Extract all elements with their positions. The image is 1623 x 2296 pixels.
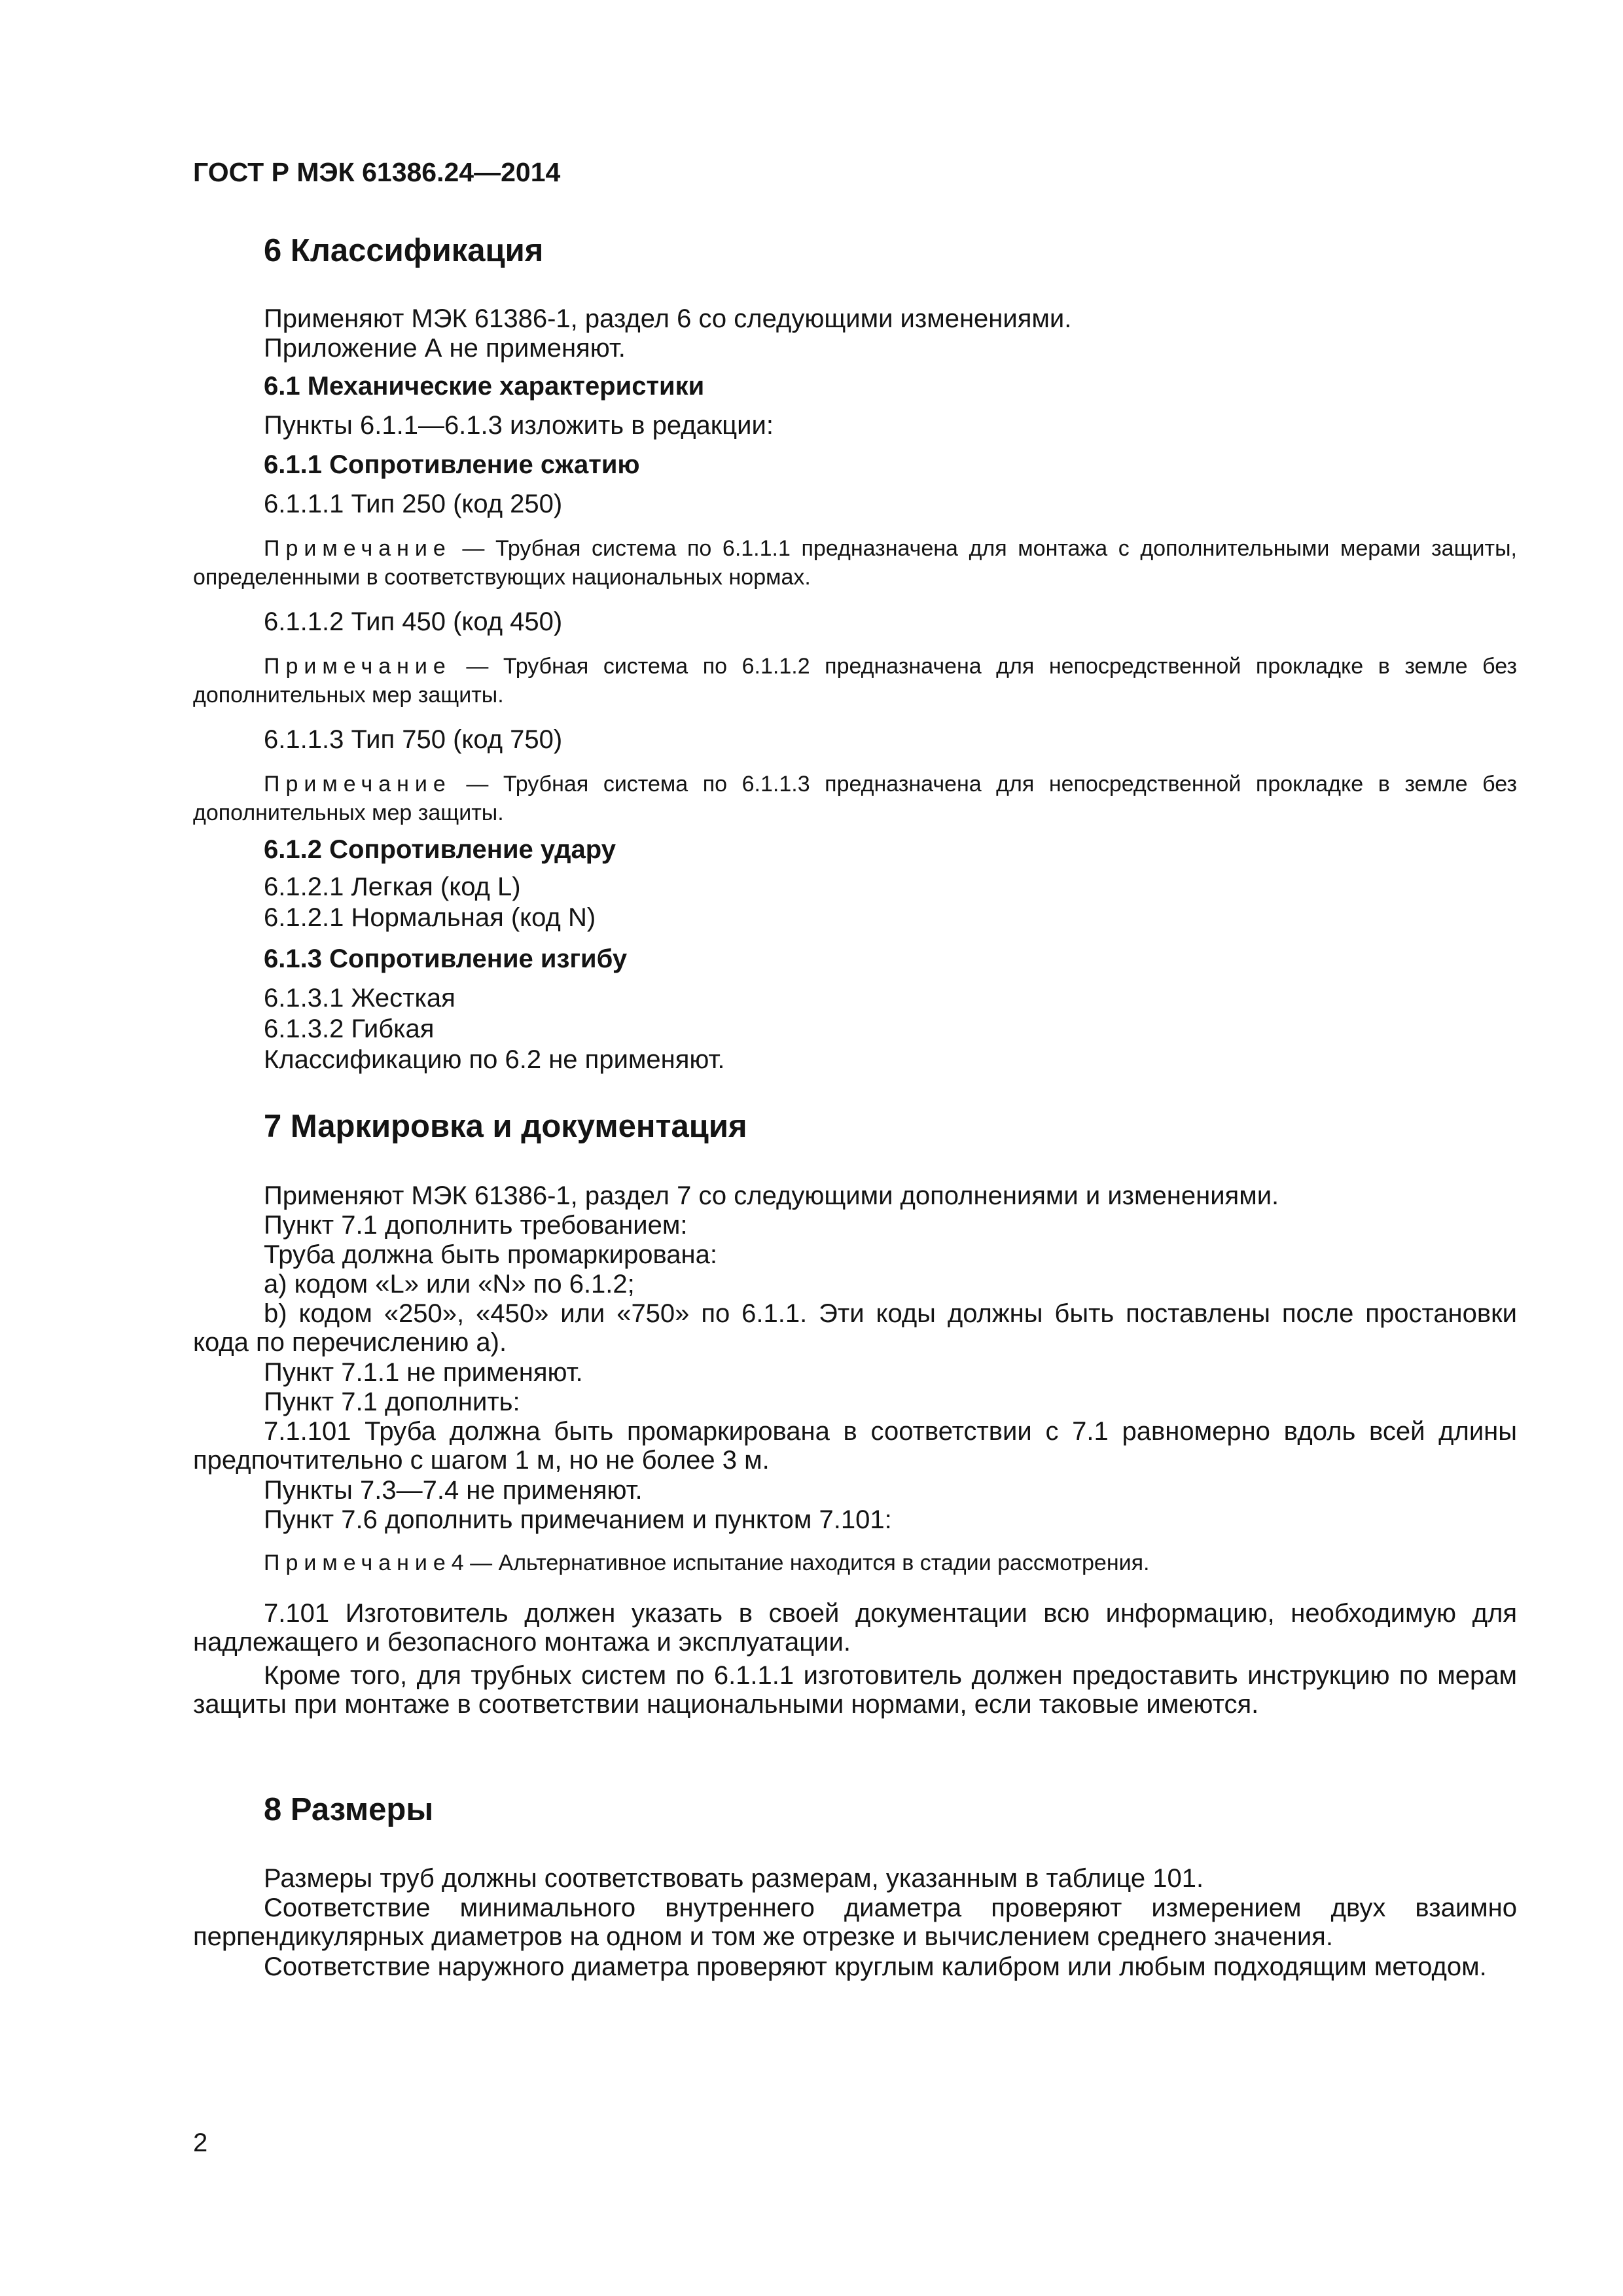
- s6-1-text: Пункты 6.1.1—6.1.3 изложить в редакции:: [264, 411, 774, 440]
- note-text: — Трубная система по 6.1.1.2 предназначена для непосредственной прокладке в земле без дополнительных мер защиты.: [193, 654, 1517, 708]
- s7-line-6: Пункт 7.1.1 не применяют.: [264, 1358, 583, 1387]
- note-label: Примечание: [264, 536, 452, 561]
- s7-line-1: Применяют МЭК 61386-1, раздел 7 со следующими дополнениями и изменениями.: [264, 1181, 1279, 1210]
- s7-item-7-101: 7.101 Изготовитель должен указать в своей документации всю информацию, необходимую для надлежащего и безопасного монтажа и эксплуатации.: [193, 1599, 1517, 1657]
- s8-line-1: Размеры труб должны соответствовать размерам, указанным в таблице 101.: [264, 1864, 1204, 1893]
- section-8-title: 8 Размеры: [264, 1792, 434, 1827]
- s7-list-a: a) кодом «L» или «N» по 6.1.2;: [264, 1270, 635, 1299]
- item-6-1-2-1-light: 6.1.2.1 Легкая (код L): [264, 872, 521, 901]
- note-text: — Трубная система по 6.1.1.3 предназначена для непосредственной прокладке в земле без дополнительных мер защиты.: [193, 772, 1517, 825]
- s7-line-7: Пункт 7.1 дополнить:: [264, 1388, 520, 1416]
- item-6-1-1-1: 6.1.1.1 Тип 250 (код 250): [264, 490, 563, 518]
- s7-line-3: Труба должна быть промаркирована:: [264, 1240, 717, 1269]
- item-6-1-1-3: 6.1.1.3 Тип 750 (код 750): [264, 725, 563, 754]
- note-text: 4 — Альтернативное испытание находится в стадии рассмотрения.: [451, 1551, 1150, 1575]
- section-6-title: 6 Классификация: [264, 233, 544, 268]
- s7-line-9: Пункты 7.3—7.4 не применяют.: [264, 1476, 643, 1505]
- item-6-1-3-1: 6.1.3.1 Жесткая: [264, 984, 455, 1013]
- note-text: — Трубная система по 6.1.1.1 предназначена для монтажа с дополнительными мерами защиты, определенными в соответствующих национальных нормах.: [193, 536, 1517, 590]
- s6-2-note: Классификацию по 6.2 не применяют.: [264, 1045, 725, 1074]
- s7-paragraph-extra: Кроме того, для трубных систем по 6.1.1.1 изготовитель должен предоставить инструкцию по мерам защиты при монтаже в соответствии национальными нормами, если таковые имеются.: [193, 1661, 1517, 1719]
- note-4: [193, 1549, 1517, 1577]
- section-6-1-3-title: 6.1.3 Сопротивление изгибу: [264, 944, 628, 973]
- document-header: ГОСТ Р МЭК 61386.24—2014: [193, 157, 561, 187]
- s8-paragraph-2: Соответствие минимального внутреннего диаметра проверяют измерением двух взаимно перпендикулярных диаметров на одном и том же отрезке и вычислением среднего значения.: [193, 1893, 1517, 1951]
- s7-list-b: b) кодом «250», «450» или «750» по 6.1.1. Эти коды должны быть поставлены после простановки кода по перечислению а).: [193, 1299, 1517, 1357]
- page-number: 2: [193, 2128, 208, 2157]
- s7-line-2: Пункт 7.1 дополнить требованием:: [264, 1211, 688, 1240]
- note-3: [193, 770, 1517, 827]
- s8-paragraph-3: Соответствие наружного диаметра проверяют круглым калибром или любым подходящим методом.: [264, 1952, 1487, 1981]
- section-6-1-1-title: 6.1.1 Сопротивление сжатию: [264, 450, 640, 479]
- note-2: [193, 652, 1517, 709]
- note-1: [193, 534, 1517, 592]
- s7-item-7-1-101: 7.1.101 Труба должна быть промаркирована в соответствии с 7.1 равномерно вдоль всей длины предпочтительно с шагом 1 м, но не более 3 м.: [193, 1417, 1517, 1475]
- section-7-title: 7 Маркировка и документация: [264, 1109, 747, 1144]
- s6-paragraph-1: Применяют МЭК 61386-1, раздел 6 со следующими изменениями.: [264, 304, 1072, 333]
- s6-paragraph-2: Приложение А не применяют.: [264, 334, 626, 363]
- item-6-1-2-1-normal: 6.1.2.1 Нормальная (код N): [264, 903, 596, 932]
- note-label: Примечание: [264, 1551, 452, 1575]
- s7-line-10: Пункт 7.6 дополнить примечанием и пунктом 7.101:: [264, 1505, 892, 1534]
- section-6-1-2-title: 6.1.2 Сопротивление удару: [264, 835, 616, 864]
- note-label: Примечание: [264, 654, 452, 679]
- note-label: Примечание: [264, 772, 452, 797]
- section-6-1-title: 6.1 Механические характеристики: [264, 372, 705, 401]
- item-6-1-1-2: 6.1.1.2 Тип 450 (код 450): [264, 607, 563, 636]
- item-6-1-3-2: 6.1.3.2 Гибкая: [264, 1014, 435, 1043]
